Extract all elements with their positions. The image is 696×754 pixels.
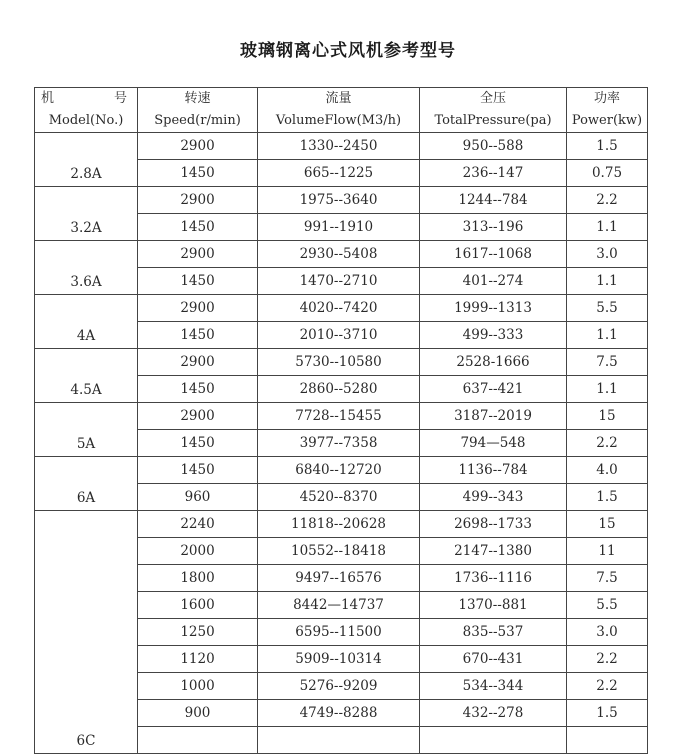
- flow-cell: 2860--5280: [258, 376, 420, 403]
- pressure-cell: 950--588: [420, 133, 567, 160]
- pressure-cell: 236--147: [420, 160, 567, 187]
- speed-cell: 1450: [138, 430, 258, 457]
- table-header-row: [35, 88, 648, 133]
- model-cell: 6A: [35, 457, 138, 511]
- power-cell: 2.2: [567, 187, 648, 214]
- header-flow-en: VolumeFlow(M3/h): [275, 113, 402, 128]
- header-model-cn-right: 号: [113, 91, 127, 106]
- speed-cell: 1450: [138, 376, 258, 403]
- flow-cell: 3977--7358: [258, 430, 420, 457]
- flow-cell: 2930--5408: [258, 241, 420, 268]
- model-cell: 4A: [35, 295, 138, 349]
- table-row: [35, 349, 648, 376]
- header-power: [567, 88, 648, 133]
- power-cell: [567, 727, 648, 754]
- power-cell: 3.0: [567, 241, 648, 268]
- power-cell: 2.2: [567, 673, 648, 700]
- power-cell: 7.5: [567, 565, 648, 592]
- power-cell: 2.2: [567, 430, 648, 457]
- page-title: 玻璃钢离心式风机参考型号: [240, 41, 456, 61]
- table-row: [35, 295, 648, 322]
- speed-cell: 900: [138, 700, 258, 727]
- header-model-cn-left: 机: [41, 91, 55, 106]
- flow-cell: 5909--10314: [258, 646, 420, 673]
- pressure-cell: 3187--2019: [420, 403, 567, 430]
- power-cell: 1.5: [567, 484, 648, 511]
- power-cell: 1.5: [567, 700, 648, 727]
- flow-cell: 1330--2450: [258, 133, 420, 160]
- header-flow-cn: 流量: [325, 91, 352, 106]
- header-model: [35, 88, 138, 133]
- header-pressure-cn: 全压: [479, 91, 506, 106]
- power-cell: 15: [567, 403, 648, 430]
- flow-cell: 4020--7420: [258, 295, 420, 322]
- header-power-cn: 功率: [593, 91, 620, 106]
- speed-cell: 2240: [138, 511, 258, 538]
- header-power-en: Power(kw): [571, 113, 643, 128]
- flow-cell: 8442—14737: [258, 592, 420, 619]
- flow-cell: 10552--18418: [258, 538, 420, 565]
- speed-cell: 1250: [138, 619, 258, 646]
- speed-cell: 1120: [138, 646, 258, 673]
- flow-cell: 1470--2710: [258, 268, 420, 295]
- pressure-cell: 534--344: [420, 673, 567, 700]
- power-cell: 5.5: [567, 295, 648, 322]
- power-cell: 1.1: [567, 214, 648, 241]
- header-pressure: [420, 88, 567, 133]
- speed-cell: [138, 727, 258, 754]
- flow-cell: 5730--10580: [258, 349, 420, 376]
- table-row: [35, 403, 648, 430]
- power-cell: 11: [567, 538, 648, 565]
- speed-cell: 2900: [138, 295, 258, 322]
- power-cell: 5.5: [567, 592, 648, 619]
- speed-cell: 2900: [138, 187, 258, 214]
- speed-cell: 1800: [138, 565, 258, 592]
- power-cell: 7.5: [567, 349, 648, 376]
- speed-cell: 2900: [138, 403, 258, 430]
- model-cell: 4.5A: [35, 349, 138, 403]
- table-row: [35, 511, 648, 538]
- speed-cell: 2900: [138, 133, 258, 160]
- pressure-cell: 499--333: [420, 322, 567, 349]
- flow-cell: 7728--15455: [258, 403, 420, 430]
- speed-cell: 1450: [138, 457, 258, 484]
- pressure-cell: 2698--1733: [420, 511, 567, 538]
- flow-cell: 665--1225: [258, 160, 420, 187]
- pressure-cell: 401--274: [420, 268, 567, 295]
- flow-cell: 5276--9209: [258, 673, 420, 700]
- model-cell: 3.6A: [35, 241, 138, 295]
- header-speed-en: Speed(r/min): [154, 113, 241, 128]
- pressure-cell: 2147--1380: [420, 538, 567, 565]
- power-cell: 1.1: [567, 322, 648, 349]
- speed-cell: 1600: [138, 592, 258, 619]
- table-row: [35, 457, 648, 484]
- pressure-cell: 313--196: [420, 214, 567, 241]
- pressure-cell: 670--431: [420, 646, 567, 673]
- speed-cell: 1450: [138, 268, 258, 295]
- table-body: [35, 133, 648, 754]
- model-cell: 3.2A: [35, 187, 138, 241]
- model-cell: 6C: [35, 511, 138, 754]
- model-cell: 2.8A: [35, 133, 138, 187]
- pressure-cell: 499--343: [420, 484, 567, 511]
- power-cell: 15: [567, 511, 648, 538]
- flow-cell: 11818--20628: [258, 511, 420, 538]
- power-cell: 2.2: [567, 646, 648, 673]
- pressure-cell: 1370--881: [420, 592, 567, 619]
- table-row: [35, 187, 648, 214]
- header-pressure-en: TotalPressure(pa): [434, 113, 552, 128]
- power-cell: 1.1: [567, 268, 648, 295]
- flow-cell: 991--1910: [258, 214, 420, 241]
- header-speed: [138, 88, 258, 133]
- pressure-cell: 637--421: [420, 376, 567, 403]
- table-row: [35, 133, 648, 160]
- header-model-en: Model(No.): [48, 113, 124, 128]
- flow-cell: 4749--8288: [258, 700, 420, 727]
- fan-model-table: [34, 87, 648, 754]
- speed-cell: 2900: [138, 349, 258, 376]
- pressure-cell: 432--278: [420, 700, 567, 727]
- speed-cell: 2000: [138, 538, 258, 565]
- speed-cell: 1450: [138, 160, 258, 187]
- speed-cell: 1000: [138, 673, 258, 700]
- pressure-cell: [420, 727, 567, 754]
- speed-cell: 1450: [138, 322, 258, 349]
- flow-cell: 2010--3710: [258, 322, 420, 349]
- speed-cell: 1450: [138, 214, 258, 241]
- flow-cell: 9497--16576: [258, 565, 420, 592]
- header-flow: [258, 88, 420, 133]
- power-cell: 4.0: [567, 457, 648, 484]
- power-cell: 1.5: [567, 133, 648, 160]
- flow-cell: 4520--8370: [258, 484, 420, 511]
- power-cell: 1.1: [567, 376, 648, 403]
- power-cell: 0.75: [567, 160, 648, 187]
- header-speed-cn: 转速: [184, 91, 211, 106]
- flow-cell: 1975--3640: [258, 187, 420, 214]
- pressure-cell: 1136--784: [420, 457, 567, 484]
- pressure-cell: 1999--1313: [420, 295, 567, 322]
- pressure-cell: 1244--784: [420, 187, 567, 214]
- model-cell: 5A: [35, 403, 138, 457]
- flow-cell: [258, 727, 420, 754]
- flow-cell: 6595--11500: [258, 619, 420, 646]
- pressure-cell: 835--537: [420, 619, 567, 646]
- speed-cell: 2900: [138, 241, 258, 268]
- speed-cell: 960: [138, 484, 258, 511]
- pressure-cell: 1617--1068: [420, 241, 567, 268]
- flow-cell: 6840--12720: [258, 457, 420, 484]
- pressure-cell: 1736--1116: [420, 565, 567, 592]
- table-row: [35, 241, 648, 268]
- pressure-cell: 2528-1666: [420, 349, 567, 376]
- power-cell: 3.0: [567, 619, 648, 646]
- pressure-cell: 794—548: [420, 430, 567, 457]
